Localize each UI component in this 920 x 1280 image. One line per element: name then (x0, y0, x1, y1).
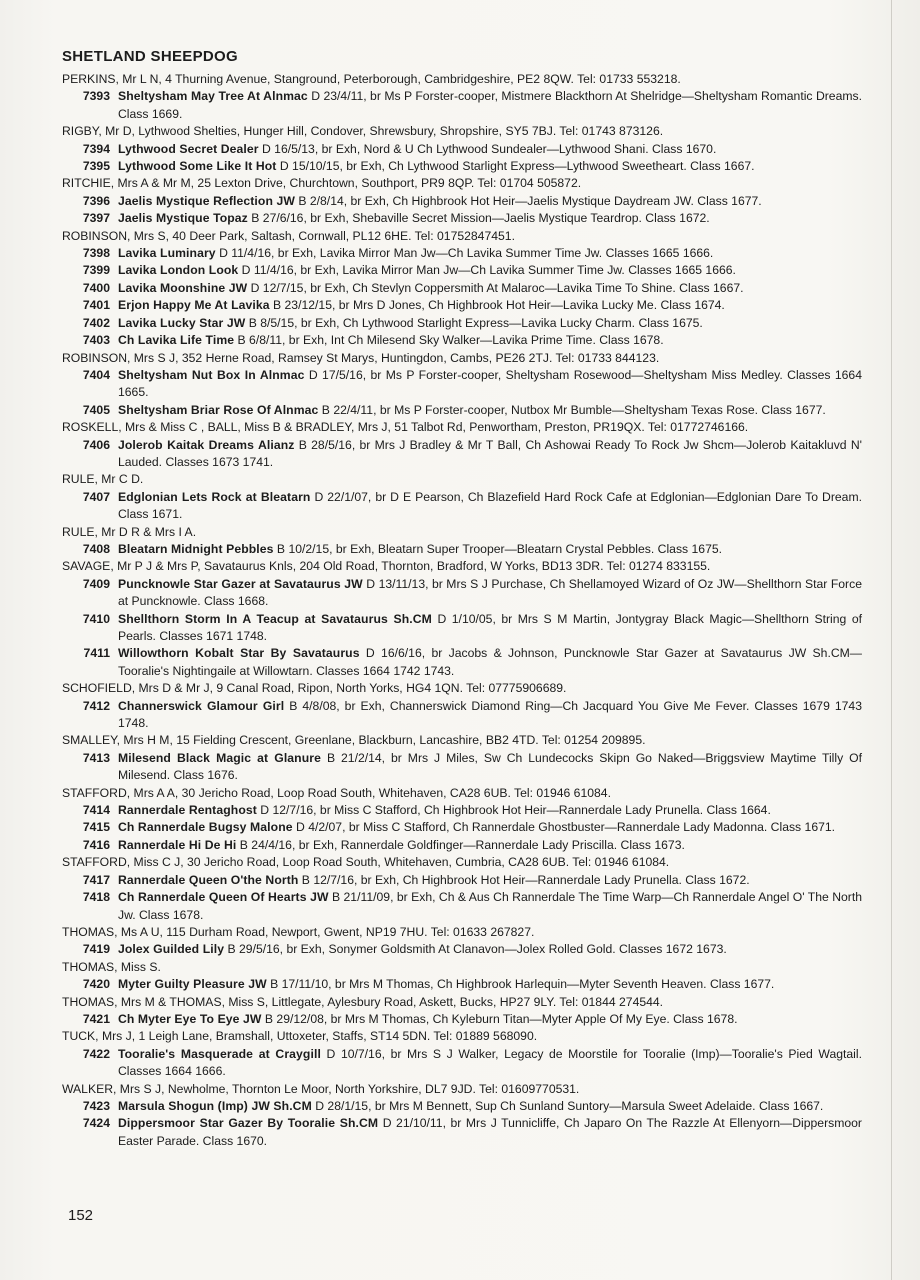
dog-entry (62, 698, 862, 733)
dog-name: Dippersmoor Star Gazer By Tooralie Sh.CM (118, 1116, 379, 1131)
dog-name: Edglonian Lets Rock at Bleatarn (118, 489, 311, 504)
dog-entry (62, 88, 862, 123)
entry-number: 7394 (82, 141, 110, 156)
dog-entry (62, 1115, 862, 1150)
entry-text (118, 367, 862, 402)
dog-name: Rannerdale Queen O'the North (118, 872, 299, 887)
entry-details: D 22/1/07, br D E Pearson, Ch Blazefield Hard Rock Cafe at Edglonian—Edglonian Dare To Dream. Class 1671. (118, 489, 862, 522)
dog-entry (62, 976, 862, 993)
entry-number: 7398 (82, 246, 110, 261)
dog-entry (62, 262, 862, 279)
entry-number: 7393 (82, 89, 110, 104)
dog-name: Jolerob Kaitak Dreams Alianz (118, 437, 295, 452)
entry-details: D 1/10/05, br Mrs S M Martin, Jontygray Black Magic—Shellthorn String of Pearls. Classes 1671 1748. (118, 611, 862, 643)
dog-entry (62, 889, 862, 924)
owner-line: STAFFORD, Miss C J, 30 Jericho Road, Loop Road South, Whitehaven, Cumbria, CA28 6UB. Tel: 01946 61084. (62, 855, 670, 870)
entry-details: B 21/2/14, br Mrs J Miles, Sw Ch Lundecocks Skipn Go Naked—Briggsview Maytime Tilly Of Milesend. Class 1676. (118, 750, 862, 783)
owner-entries (62, 71, 862, 1150)
entry-details: D 11/4/16, br Exh, Lavika Mirror Man Jw—Ch Lavika Summer Time Jw. Classes 1665 1666. (215, 246, 714, 261)
dog-entry (62, 750, 862, 785)
dog-entry (62, 437, 862, 472)
entry-details: D 28/1/15, br Mrs M Bennett, Sup Ch Sunland Suntory—Marsula Sweet Adelaide. Class 1667. (311, 1098, 824, 1113)
entry-details: B 8/5/15, br Exh, Ch Lythwood Starlight Express—Lavika Lucky Charm. Class 1675. (245, 315, 703, 330)
dog-name: Puncknowle Star Gazer at Savataurus JW (118, 576, 363, 591)
owner-line: WALKER, Mrs S J, Newholme, Thornton Le Moor, North Yorkshire, DL7 9JD. Tel: 01609770531. (62, 1081, 580, 1096)
dog-entry (62, 402, 862, 419)
dog-entry (62, 1098, 862, 1115)
dog-name: Ch Rannerdale Queen Of Hearts JW (118, 890, 329, 905)
entry-text (118, 262, 862, 279)
owner-line: SCHOFIELD, Mrs D & Mr J, 9 Canal Road, Ripon, North Yorks, HG4 1QN. Tel: 07775906689. (62, 681, 567, 696)
entry-details: D 16/5/13, br Exh, Nord & U Ch Lythwood Sundealer—Lythwood Shani. Class 1670. (258, 141, 717, 156)
entry-details: B 12/7/16, br Exh, Ch Highbrook Hot Heir—Rannerdale Lady Prunella. Class 1672. (298, 872, 750, 887)
owner-line: SMALLEY, Mrs H M, 15 Fielding Crescent, Greenlane, Blackburn, Lancashire, BB2 4TD. Tel: 01254 209895. (62, 733, 646, 748)
entry-details: B 27/6/16, br Exh, Shebaville Secret Mission—Jaelis Mystique Teardrop. Class 1672. (247, 211, 710, 226)
entry-number: 7419 (82, 942, 110, 957)
owner-line: THOMAS, Mrs M & THOMAS, Miss S, Littlegate, Aylesbury Road, Askett, Bucks, HP27 9LY. Tel: 01844 274544. (62, 994, 664, 1009)
entry-number: 7405 (82, 402, 110, 417)
entry-number: 7416 (82, 837, 110, 852)
entry-details: D 15/10/15, br Exh, Ch Lythwood Starlight Express—Lythwood Sweetheart. Class 1667. (276, 159, 755, 174)
owner-line: ROBINSON, Mrs S J, 352 Herne Road, Ramsey St Marys, Huntingdon, Cambs, PE26 2TJ. Tel: 01733 844123. (62, 350, 660, 365)
dog-name: Rannerdale Hi De Hi (118, 837, 237, 852)
dog-name: Myter Guilty Pleasure JW (118, 977, 267, 992)
dog-name: Channerswick Glamour Girl (118, 698, 285, 713)
entry-details: D 4/2/07, br Miss C Stafford, Ch Rannerdale Ghostbuster—Rannerdale Lady Madonna. Class 1671. (292, 820, 836, 835)
entry-details: D 13/11/13, br Mrs S J Purchase, Ch Shellamoyed Wizard of Oz JW—Shellthorn Star Force at Puncknowle. Class 1668. (118, 576, 862, 609)
entry-number: 7408 (82, 541, 110, 556)
entry-number: 7409 (82, 576, 110, 591)
entry-text (118, 698, 862, 733)
dog-name: Bleatarn Midnight Pebbles (118, 541, 274, 556)
dog-name: Ch Myter Eye To Eye JW (118, 1011, 262, 1026)
owner-line: RULE, Mr D R & Mrs I A. (62, 524, 197, 539)
page-edge-divider (891, 0, 892, 1280)
owner-line: STAFFORD, Mrs A A, 30 Jericho Road, Loop Road South, Whitehaven, CA28 6UB. Tel: 01946 61084. (62, 785, 611, 800)
entry-details: B 29/12/08, br Mrs M Thomas, Ch Kyleburn Titan—Myter Apple Of My Eye. Class 1678. (261, 1011, 738, 1026)
entry-number: 7421 (82, 1011, 110, 1026)
entry-details: D 12/7/15, br Exh, Ch Stevlyn Coppersmith At Malaroc—Lavika Time To Shine. Class 1667. (247, 280, 744, 295)
entry-text (118, 210, 862, 227)
entry-number: 7404 (82, 367, 110, 382)
entry-number: 7397 (82, 211, 110, 226)
entry-text (118, 489, 862, 524)
entry-details: B 22/4/11, br Ms P Forster-cooper, Nutbox Mr Bumble—Sheltysham Texas Rose. Class 1677. (318, 402, 826, 417)
entry-text (118, 750, 862, 785)
dog-entry (62, 1011, 862, 1028)
dog-name: Jaelis Mystique Reflection JW (118, 193, 295, 208)
dog-name: Jaelis Mystique Topaz (118, 211, 248, 226)
dog-entry (62, 819, 862, 836)
entry-details: B 24/4/16, br Exh, Rannerdale Goldfinger—Rannerdale Lady Priscilla. Class 1673. (236, 837, 685, 852)
owner-line: THOMAS, Miss S. (62, 959, 161, 974)
entry-text (118, 645, 862, 680)
entry-number: 7395 (82, 159, 110, 174)
dog-entry (62, 367, 862, 402)
dog-entry (62, 645, 862, 680)
entry-text (118, 1098, 862, 1115)
dog-entry (62, 297, 862, 314)
dog-entry (62, 837, 862, 854)
entry-number: 7422 (82, 1046, 110, 1061)
entry-details: B 6/8/11, br Exh, Int Ch Milesend Sky Walker—Lavika Prime Time. Class 1678. (234, 333, 664, 348)
entry-text (118, 402, 862, 419)
entry-number: 7423 (82, 1098, 110, 1113)
entry-text (118, 297, 862, 314)
catalogue-content (62, 48, 862, 1150)
entry-number: 7413 (82, 750, 110, 765)
entry-number: 7401 (82, 298, 110, 313)
entry-details: D 12/7/16, br Miss C Stafford, Ch Highbrook Hot Heir—Rannerdale Lady Prunella. Class 1664. (256, 803, 771, 818)
dog-entry (62, 941, 862, 958)
entry-details: B 29/5/16, br Exh, Sonymer Goldsmith At Clanavon—Jolex Rolled Gold. Classes 1672 1673. (224, 942, 727, 957)
dog-name: Sheltysham Briar Rose Of Alnmac (118, 402, 319, 417)
dog-entry (62, 141, 862, 158)
entry-number: 7424 (82, 1116, 110, 1131)
dog-name: Lavika London Look (118, 263, 239, 278)
entry-text (118, 280, 862, 297)
entry-text (118, 611, 862, 646)
entry-details: D 23/4/11, br Ms P Forster-cooper, Mistmere Blackthorn At Shelridge—Sheltysham Romantic Dreams. Class 1669. (118, 89, 862, 121)
dog-entry (62, 872, 862, 889)
entry-number: 7400 (82, 280, 110, 295)
entry-number: 7403 (82, 333, 110, 348)
entry-text (118, 541, 862, 558)
entry-details: D 17/5/16, br Ms P Forster-cooper, Sheltysham Rosewood—Sheltysham Miss Medley. Classes 1664 1665. (118, 367, 862, 400)
dog-name: Sheltysham May Tree At Alnmac (118, 89, 308, 104)
owner-line: THOMAS, Ms A U, 115 Durham Road, Newport, Gwent, NP19 7HU. Tel: 01633 267827. (62, 924, 535, 939)
owner-line: ROSKELL, Mrs & Miss C , BALL, Miss B & BRADLEY, Mrs J, 51 Talbot Rd, Penwortham, Preston, PR19QX. Tel: 01772746166. (62, 420, 749, 435)
entry-number: 7418 (82, 890, 110, 905)
dog-entry (62, 541, 862, 558)
dog-entry (62, 193, 862, 210)
entry-text (118, 1115, 862, 1150)
entry-details: D 16/6/16, br Jacobs & Johnson, Puncknowle Star Gazer at Savataurus JW Sh.CM—Tooralie's Nightingaile at Willowtarn. Classes 1664 1742 1743. (118, 646, 862, 678)
entry-text (118, 332, 862, 349)
dog-name: Lavika Luminary (118, 246, 216, 261)
dog-name: Shellthorn Storm In A Teacup at Savataurus Sh.CM (118, 611, 432, 626)
entry-text (118, 193, 862, 210)
entry-text (118, 1011, 862, 1028)
entry-text (118, 158, 862, 175)
entry-details: B 21/11/09, br Exh, Ch & Aus Ch Rannerdale The Time Warp—Ch Rannerdale Angel O' The North Jw. Class 1678. (118, 890, 863, 922)
entry-text (118, 437, 862, 472)
entry-text (118, 315, 862, 332)
entry-number: 7407 (82, 489, 110, 504)
dog-entry (62, 576, 862, 611)
dog-entry (62, 332, 862, 349)
entry-text (118, 872, 862, 889)
entry-text (118, 576, 862, 611)
entry-details: B 4/8/08, br Exh, Channerswick Diamond Ring—Ch Jacquard You Give Me Fever. Classes 1679 1743 1748. (118, 698, 862, 731)
entry-text (118, 245, 862, 262)
entry-details: B 2/8/14, br Exh, Ch Highbrook Hot Heir—Jaelis Mystique Daydream JW. Class 1677. (294, 193, 762, 208)
dog-name: Tooralie's Masquerade at Craygill (118, 1046, 321, 1061)
owner-line: RULE, Mr C D. (62, 472, 144, 487)
entry-details: D 21/10/11, br Mrs J Tunnicliffe, Ch Japaro On The Razzle At Ellenyorn—Dippersmoor Easter Parade. Class 1670. (118, 1116, 862, 1148)
entry-details: D 11/4/16, br Exh, Lavika Mirror Man Jw—Ch Lavika Summer Time Jw. Classes 1665 1666. (238, 263, 736, 278)
dog-name: Lavika Moonshine JW (118, 280, 248, 295)
entry-text (118, 141, 862, 158)
entry-number: 7417 (82, 872, 110, 887)
dog-name: Rannerdale Rentaghost (118, 803, 257, 818)
dog-entry (62, 489, 862, 524)
dog-name: Lavika Lucky Star JW (118, 315, 246, 330)
entry-text (118, 802, 862, 819)
dog-name: Erjon Happy Me At Lavika (118, 298, 270, 313)
breed-heading: SHETLAND SHEEPDOG (62, 48, 238, 65)
owner-line: PERKINS, Mr L N, 4 Thurning Avenue, Stanground, Peterborough, Cambridgeshire, PE2 8QW. Tel: 01733 553218. (62, 72, 681, 86)
entry-details: B 28/5/16, br Mrs J Bradley & Mr T Ball, Ch Ashowai Ready To Rock Jw Shcm—Jolerob Kaitakluvd N' Lauded. Classes 1673 1741. (118, 437, 862, 469)
entry-number: 7420 (82, 977, 110, 992)
entry-number: 7396 (82, 193, 110, 208)
entry-text (118, 1046, 862, 1081)
dog-entry (62, 158, 862, 175)
dog-name: Sheltysham Nut Box In Alnmac (118, 367, 305, 382)
entry-text (118, 88, 862, 123)
dog-entry (62, 210, 862, 227)
dog-entry (62, 611, 862, 646)
entry-details: B 23/12/15, br Mrs D Jones, Ch Highbrook Hot Heir—Lavika Lucky Me. Class 1674. (269, 298, 725, 313)
entry-details: B 17/11/10, br Mrs M Thomas, Ch Highbrook Harlequin—Myter Seventh Heaven. Class 1677. (266, 977, 775, 992)
entry-number: 7399 (82, 263, 110, 278)
owner-line: TUCK, Mrs J, 1 Leigh Lane, Bramshall, Uttoxeter, Staffs, ST14 5DN. Tel: 01889 568090. (62, 1029, 538, 1044)
entry-details: B 10/2/15, br Exh, Bleatarn Super Trooper—Bleatarn Crystal Pebbles. Class 1675. (273, 541, 723, 556)
owner-line: ROBINSON, Mrs S, 40 Deer Park, Saltash, Cornwall, PL12 6HE. Tel: 01752847451. (62, 228, 515, 243)
dog-name: Ch Rannerdale Bugsy Malone (118, 820, 293, 835)
dog-name: Lythwood Secret Dealer (118, 141, 259, 156)
entry-text (118, 889, 862, 924)
dog-entry (62, 315, 862, 332)
dog-name: Marsula Shogun (Imp) JW Sh.CM (118, 1098, 312, 1113)
dog-entry (62, 1046, 862, 1081)
dog-name: Lythwood Some Like It Hot (118, 159, 277, 174)
entry-number: 7415 (82, 820, 110, 835)
entry-number: 7406 (82, 437, 110, 452)
entry-number: 7412 (82, 698, 110, 713)
dog-entry (62, 802, 862, 819)
entry-text (118, 976, 862, 993)
entry-text (118, 837, 862, 854)
dog-entry (62, 280, 862, 297)
entry-number: 7402 (82, 315, 110, 330)
dog-name: Milesend Black Magic at Glanure (118, 750, 321, 765)
page-number: 152 (68, 1207, 94, 1224)
dog-name: Ch Lavika Life Time (118, 333, 235, 348)
owner-line: RIGBY, Mr D, Lythwood Shelties, Hunger Hill, Condover, Shrewsbury, Shropshire, SY5 7BJ. Tel: 01743 873126. (62, 124, 664, 139)
entry-details: D 10/7/16, br Mrs S J Walker, Legacy de Moorstile for Tooralie (Imp)—Tooralie's Pied Wagtail. Classes 1664 1666. (118, 1046, 862, 1079)
owner-line: SAVAGE, Mr P J & Mrs P, Savataurus Knls, 204 Old Road, Thornton, Bradford, W Yorks, BD13 3DR. Tel: 01274 833155. (62, 559, 711, 574)
entry-text (118, 941, 862, 958)
entry-text (118, 819, 862, 836)
owner-line: RITCHIE, Mrs A & Mr M, 25 Lexton Drive, Churchtown, Southport, PR9 8QP. Tel: 01704 505872. (62, 176, 582, 191)
entry-number: 7410 (82, 611, 110, 626)
entry-number: 7414 (82, 803, 110, 818)
dog-name: Jolex Guilded Lily (118, 942, 225, 957)
dog-entry (62, 245, 862, 262)
dog-name: Willowthorn Kobalt Star By Savataurus (118, 646, 360, 661)
entry-number: 7411 (83, 646, 110, 661)
